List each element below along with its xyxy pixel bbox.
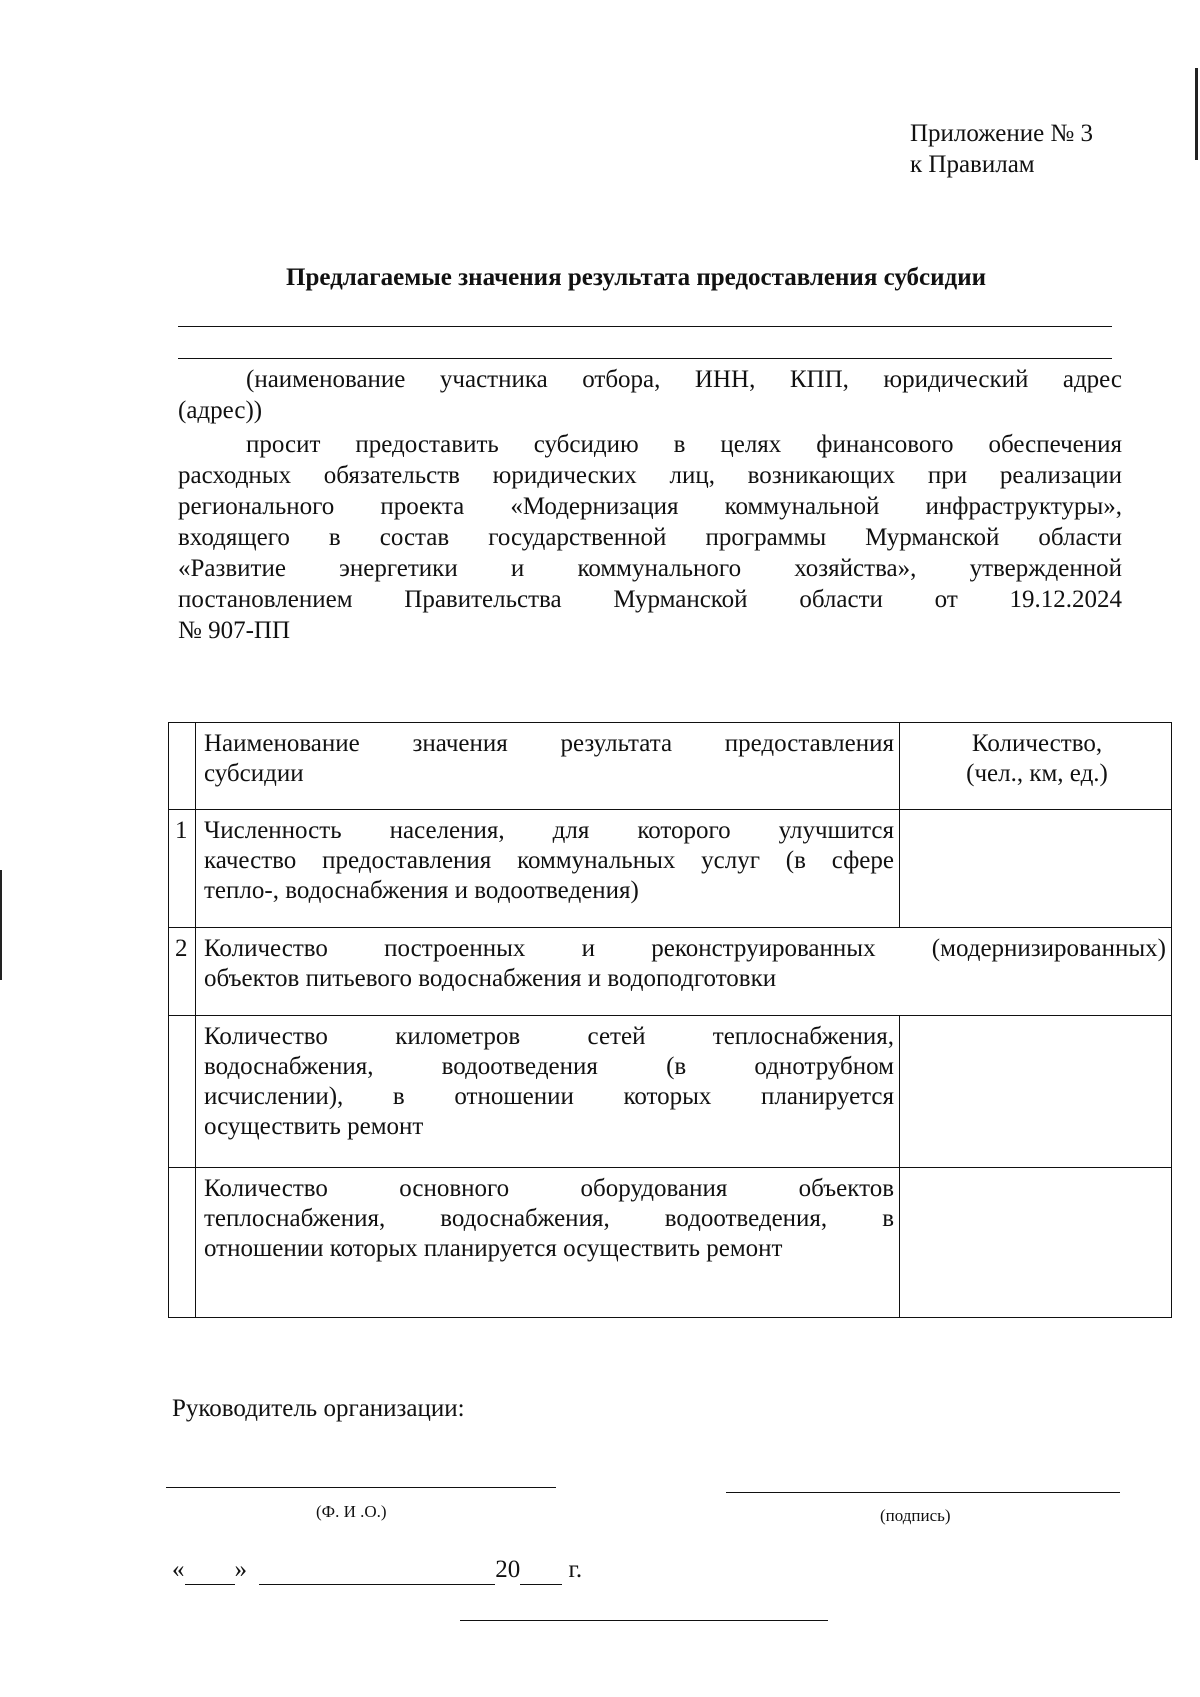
- participant-caption-line: (наименование участника отбора, ИНН, КПП, юридический адрес: [246, 366, 1122, 393]
- row-name-line: Количество основного оборудования объектов: [204, 1175, 894, 1202]
- year-blank: [520, 1556, 562, 1585]
- request-line: регионального проекта «Модернизация коммунальной инфраструктуры»,: [178, 493, 1122, 520]
- head-of-organization-label: Руководитель организации:: [172, 1395, 465, 1422]
- row-qty-cell: [900, 1168, 1172, 1318]
- row-name-line: тепло-, водоснабжения и водоотведения): [204, 877, 639, 904]
- bottom-rule: [460, 1620, 828, 1621]
- year-prefix: 20: [495, 1556, 521, 1583]
- annex-number: Приложение № 3: [910, 120, 1094, 147]
- participant-caption: [178, 364, 1122, 426]
- row-qty-cell: [900, 810, 1172, 928]
- annex-header: [910, 118, 1093, 180]
- row-name-cell: [196, 810, 900, 928]
- row-num-cell: [169, 1168, 196, 1318]
- table-header-row: [169, 723, 1172, 810]
- row-name-cell: [196, 1168, 900, 1318]
- document-title: Предлагаемые значения результата предоставления субсидии: [286, 264, 986, 291]
- row-name-line: теплоснабжения, водоснабжения, водоотведения, в: [204, 1205, 894, 1232]
- row-name-line: Численность населения, для которого улучшится: [204, 817, 894, 844]
- row-name-line: Количество построенных и реконструированных (модернизированных): [204, 935, 1166, 962]
- row-name-line: отношении которых планируется осуществить ремонт: [204, 1235, 783, 1262]
- row-name-line: водоснабжения, водоотведения (в однотрубном: [204, 1053, 894, 1080]
- date-line: [172, 1556, 582, 1585]
- header-qty-cell: [900, 723, 1172, 810]
- header-qty-line: (чел., км, ед.): [966, 760, 1108, 787]
- header-name-cell: [196, 723, 900, 810]
- participant-blank-line-1: [178, 326, 1112, 327]
- request-line: «Развитие энергетики и коммунального хозяйства», утвержденной: [178, 555, 1122, 582]
- year-suffix: г.: [568, 1556, 583, 1583]
- header-qty-line: Количество,: [971, 730, 1103, 757]
- row-name-line: качество предоставления коммунальных услуг (в сфере: [204, 847, 894, 874]
- date-close-quote: »: [234, 1556, 247, 1583]
- row-name-cell: [196, 1016, 900, 1168]
- row-num-cell: 2: [169, 928, 196, 1016]
- scan-edge-mark: [0, 870, 2, 980]
- row-name-line: исчислении), в отношении которых планируется: [204, 1083, 894, 1110]
- row-qty-cell: [900, 1016, 1172, 1168]
- fio-caption: (Ф. И .О.): [316, 1502, 387, 1521]
- request-line: постановлением Правительства Мурманской области от 19.12.2024: [178, 586, 1122, 613]
- month-blank: [259, 1556, 495, 1585]
- scan-edge-mark: [1195, 68, 1198, 160]
- header-name-line: Наименование значения результата предоставления: [204, 730, 894, 757]
- row-name-line: осуществить ремонт: [204, 1113, 424, 1140]
- header-num-cell: [169, 723, 196, 810]
- date-open-quote: «: [172, 1556, 185, 1583]
- request-line: входящего в состав государственной программы Мурманской области: [178, 524, 1122, 551]
- day-blank: [185, 1556, 235, 1585]
- participant-blank-line-2: [178, 358, 1112, 359]
- results-table: [168, 722, 1172, 1318]
- request-paragraph: [178, 429, 1122, 646]
- row-name-line: Количество километров сетей теплоснабжения,: [204, 1023, 894, 1050]
- table-row: [169, 928, 1172, 1016]
- request-line: расходных обязательств юридических лиц, возникающих при реализации: [178, 462, 1122, 489]
- participant-caption-line: (адрес)): [178, 397, 263, 424]
- table-row: [169, 810, 1172, 928]
- row-name-line: объектов питьевого водоснабжения и водоподготовки: [204, 965, 777, 992]
- row-name-cell: [196, 928, 1172, 1016]
- row-num-cell: 1: [169, 810, 196, 928]
- signature-caption: (подпись): [880, 1506, 951, 1525]
- request-line: просит предоставить субсидию в целях финансового обеспечения: [246, 431, 1122, 458]
- fio-blank-line: [166, 1487, 556, 1488]
- request-line: № 907-ПП: [178, 617, 291, 644]
- row-num-cell: [169, 1016, 196, 1168]
- table-row: [169, 1016, 1172, 1168]
- header-name-line: субсидии: [204, 760, 304, 787]
- annex-reference: к Правилам: [910, 151, 1035, 178]
- table-row: [169, 1168, 1172, 1318]
- signature-blank-line: [726, 1492, 1120, 1493]
